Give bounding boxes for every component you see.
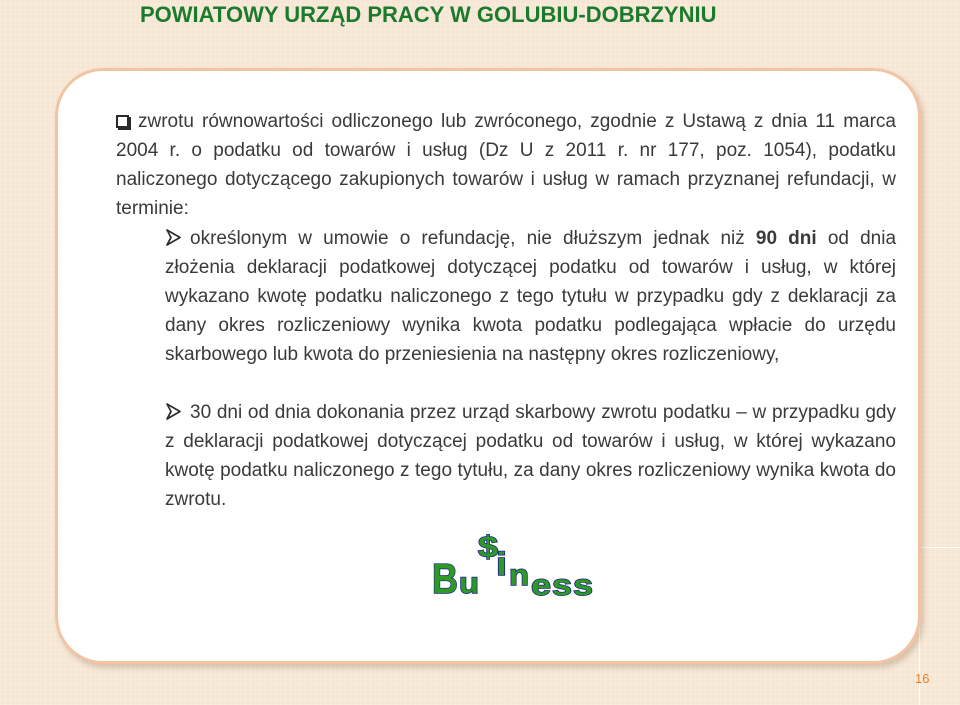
page-title: POWIATOWY URZĄD PRACY W GOLUBIU-DOBRZYNIU	[140, 2, 717, 27]
arrow-bullet-icon	[165, 403, 182, 420]
bullet-2-text: 30 dni od dnia dokonania przez urząd skarbowy zwrotu podatku – w przypadku gdy z deklaracji podatkowej dotyczącej podatku od towarów i usług, w której wykazano kwotę podatku naliczonego z tego tytułu, za dany okres rozliczeniowy wynika kwota do zwrotu.	[165, 402, 896, 510]
logo-letter: n	[509, 559, 529, 592]
decorative-divider	[920, 547, 960, 548]
logo-letter: e	[531, 569, 551, 599]
logo-letter: s	[552, 569, 572, 599]
text-block	[58, 71, 918, 661]
bullet-item-1	[165, 224, 896, 369]
arrow-bullet-icon	[165, 229, 182, 246]
checkbox-bullet-icon	[116, 115, 129, 128]
logo-letter: u	[459, 567, 479, 599]
bullet-1-text-end: od dnia złożenia deklaracji podatkowej dotyczącej podatku od towarów i usług, w której wykazano kwotę podatku naliczonego z tego tytułu w przypadku gdy z deklaracji za dany okres rozliczeniowy wynika kwota podatku podlegająca wpłacie do urzędu skarbowego lub kwota do przeniesienia na następny okres rozliczeniowy,	[165, 228, 897, 365]
business-logo	[430, 529, 600, 599]
main-paragraph-text: zwrotu równowartości odliczonego lub zwróconego, zgodnie z Ustawą z dnia 11 marca 2004 r. o podatku od towarów i usług (Dz U z 2011 r. nr 177, poz. 1054), podatku naliczonego dotyczącego zakupionych towarów i usług w ramach przyznanej refundacji, w terminie:	[116, 111, 896, 219]
bullet-1-text-start: określonym w umowie o refundację, nie dłuższym jednak niż	[190, 228, 756, 249]
logo-letter: i	[496, 546, 507, 582]
bullet-item-2	[165, 398, 896, 514]
page-number: 16	[915, 671, 930, 686]
content-card	[55, 68, 921, 664]
logo-letter: s	[573, 569, 593, 599]
main-paragraph	[116, 107, 896, 223]
bullet-1-emphasis: 90 dni	[755, 228, 817, 249]
logo-letter: B	[432, 555, 458, 599]
logo-letter: $	[478, 531, 499, 564]
